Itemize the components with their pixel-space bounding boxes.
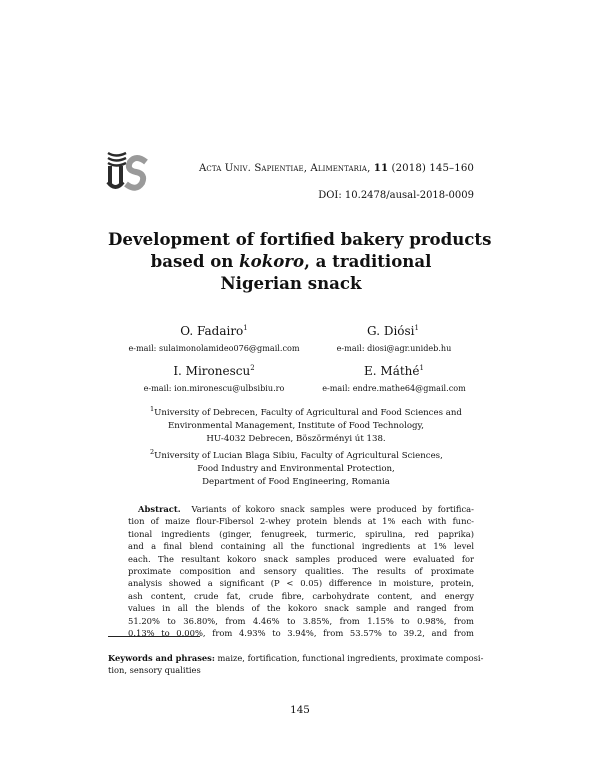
keywords — [108, 652, 484, 677]
abstract-line: Abstract. Variants of kokoro snack samples were produced by fortifica- — [138, 504, 474, 514]
affiliation-line: Department of Food Engineering, Romania — [202, 476, 390, 487]
keywords-line: Keywords and phrases: maize, fortification, functional ingredients, proximate composi- — [108, 653, 484, 663]
abstract-line: values in all the blends of the kokoro snack sample and ranged from — [128, 603, 474, 614]
affiliation-line: $^2$University of Lucian Blaga Sibiu, Faculty of Agricultural Sciences, — [150, 447, 443, 461]
paper-title — [108, 228, 492, 294]
author-name: G. Diósi$^1$ — [367, 324, 419, 338]
abstract-line: tional ingredients (ginger, fenugreek, turmeric, spirulina, red paprika) — [128, 528, 474, 539]
abstract — [128, 503, 474, 639]
doi: DOI: 10.2478/ausal-2018-0009 — [318, 190, 474, 201]
abstract-line: proximate composition and sensory qualities. The results of proximate — [128, 566, 474, 577]
affiliation-line: Environmental Management, Institute of Food Technology, — [168, 420, 424, 431]
abstract-line: analysis showed a significant (P < 0.05) difference in moisture, protein, — [128, 578, 474, 589]
journal-name: Acta Univ. Sapientiae, Alimentaria, — [198, 163, 371, 174]
keywords-line: tion, sensory qualities — [108, 665, 201, 676]
abstract-label: Abstract. — [138, 504, 181, 514]
abstract-line: 51.20% to 36.80%, from 4.46% to 3.85%, from 1.15% to 0.98%, from — [128, 615, 474, 626]
page-number: 145 — [290, 704, 310, 716]
title-italic-word: kokoro — [239, 251, 305, 271]
abstract-line: 0.13% to 0.00%, from 4.93% to 3.94%, from 53.57% to 39.2, and from — [128, 628, 474, 639]
author-name: I. Mironescu$^2$ — [173, 364, 255, 378]
journal-citation — [170, 162, 474, 174]
abstract-line: and a final blend containing all the functional ingredients at 1% level — [128, 541, 474, 552]
author-name: O. Fadairo$^1$ — [180, 324, 248, 338]
title-line-2: based on kokoro, a traditional — [150, 251, 432, 271]
title-line-1: Development of fortified bakery products — [108, 229, 492, 249]
abstract-line: tion of maize flour-Fibersol 2-whey protein blends at 1% each with func- — [128, 516, 474, 527]
affiliation-line: $^1$University of Debrecen, Faculty of Agricultural and Food Sciences and — [150, 405, 462, 418]
abstract-line: each. The resultant kokoro snack samples produced were evaluated for — [128, 553, 474, 564]
author-name: E. Máthé$^1$ — [364, 364, 424, 378]
affiliations — [150, 403, 462, 489]
author-email: e-mail: sulaimonolamideo076@gmail.com — [128, 343, 300, 353]
affiliation-line: Food Industry and Environmental Protection, — [197, 463, 395, 474]
author-email: e-mail: diosi@agr.unideb.hu — [336, 343, 452, 353]
journal-logo-icon — [106, 150, 150, 194]
journal-year-pages: (2018) 145–160 — [391, 163, 474, 174]
affiliation-line: HU-4032 Debrecen, Böszörményi út 138. — [206, 433, 386, 444]
author-email: e-mail: ion.mironescu@ulbsibiu.ro — [143, 383, 285, 393]
journal-volume: 11 — [373, 162, 389, 174]
author-email: e-mail: endre.mathe64@gmail.com — [322, 383, 466, 393]
keywords-label: Keywords and phrases: — [108, 653, 215, 663]
abstract-line: ash content, crude fat, crude fibre, carbohydrate content, and energy — [128, 590, 474, 601]
footnote-rule — [108, 636, 200, 637]
title-line-3: Nigerian snack — [220, 273, 362, 293]
